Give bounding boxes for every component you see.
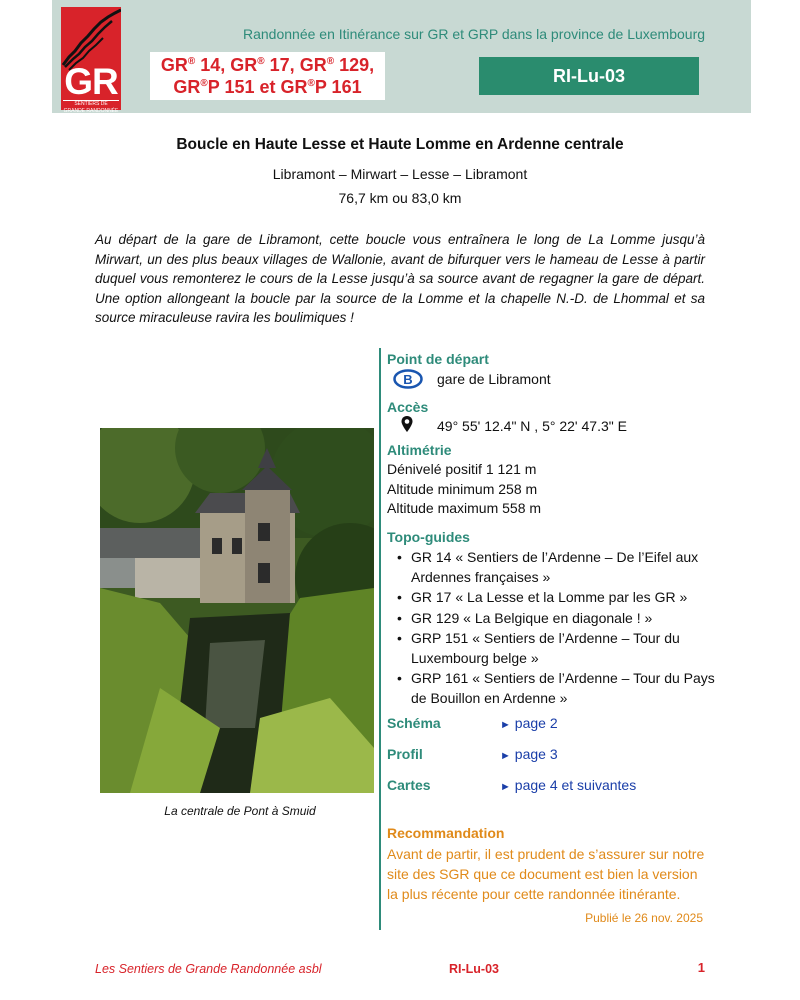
mill-photo [100,428,374,793]
page-title: Boucle en Haute Lesse et Haute Lomme en Ardenne centrale [176,136,624,153]
recommandation-text: Avant de partir, il est prudent de s’assurer sur notre site des SGR que ce document est bien la version la plus récente pour cette randonnée itinérante. [387,846,705,902]
route-code-box: RI-Lu-03 [479,57,699,95]
svg-text:B: B [403,372,413,387]
list-item: • GR 14 « Sentiers de l’Ardenne – De l’Eifel aux Ardennes françaises » [395,548,715,587]
depart-value: gare de Libramont [437,371,551,387]
route-distance: 76,7 km ou 83,0 km [338,190,462,206]
intro-paragraph: Au départ de la gare de Libramont, cette boucle vous entraînera le long de La Lomme jusqu’à Mirwart, un des plus beaux villages de Wallonie, avant de bifurquer vers le hameau de Lesse à partir duquel vous remonterez le cours de la Lesse jusqu’à sa source avant de regagner la gare de départ. Une option allongeant la boucle par la source de la Lomme et la chapelle N.-D. de Lhommal et sa source miraculeuse ravira les boulimiques ! [95,232,705,325]
schema-link-row [387,715,727,731]
map-pin-icon [400,415,414,433]
topo-guides-list [395,548,715,709]
alti-line: Altitude minimum 258 m [387,481,538,497]
recommandation-heading: Recommandation [387,825,505,841]
train-station-icon [393,369,423,389]
arrow-right-icon: ► [500,719,511,731]
gr-box-line1: GR® 14, GR® 17, GR® 129, [160,55,375,75]
schema-page-link[interactable]: page 2 [514,715,558,731]
profil-page-link[interactable]: page 3 [514,746,558,762]
list-item: • GRP 151 « Sentiers de l’Ardenne – Tour du Luxembourg belge » [395,629,715,668]
gr-box-line2: GR®P 151 et GR®P 161 [173,77,362,97]
profil-link-row [387,746,727,762]
column-divider [379,348,381,930]
cartes-page-link[interactable]: page 4 et suivantes [514,777,637,793]
logo-letters: GR [64,61,118,102]
footer-organization: Les Sentiers de Grande Randonnée asbl [95,962,322,976]
gr-logo [61,7,121,114]
depart-heading: Point de départ [387,351,489,367]
list-item: • GR 17 « La Lesse et la Lomme par les GR » [395,588,715,608]
list-item: • GRP 161 « Sentiers de l’Ardenne – Tour du Pays de Bouillon en Ardenne » [395,669,715,708]
page-number: 1 [697,960,705,975]
list-item: • GR 129 « La Belgique en diagonale ! » [395,609,715,629]
alti-line: Dénivelé positif 1 121 m [387,461,537,477]
photo-caption: La centrale de Pont à Smuid [164,804,316,818]
cartes-label: Cartes [387,777,431,793]
acces-heading: Accès [387,399,429,415]
arrow-right-icon: ► [500,750,511,762]
alti-line: Altitude maximum 558 m [387,500,542,516]
banner-title: Randonnée en Itinérance sur GR et GRP dans la province de Luxembourg [243,26,706,42]
logo-subtitle: SENTIERS DE GRANDE RANDONNÉE [63,101,119,114]
altimetrie-heading: Altimétrie [387,442,452,458]
gr-trails-box [150,52,385,100]
published-date: Publié le 26 nov. 2025 [585,911,703,925]
cartes-link-row [387,777,727,793]
schema-label: Schéma [387,715,441,731]
topo-heading: Topo-guides [387,529,470,545]
profil-label: Profil [387,746,423,762]
route-stops: Libramont – Mirwart – Lesse – Libramont [272,166,528,182]
gps-coordinates: 49° 55' 12.4" N , 5° 22' 47.3" E [437,418,627,434]
footer-code: RI-Lu-03 [449,962,499,976]
arrow-right-icon: ► [500,781,511,793]
